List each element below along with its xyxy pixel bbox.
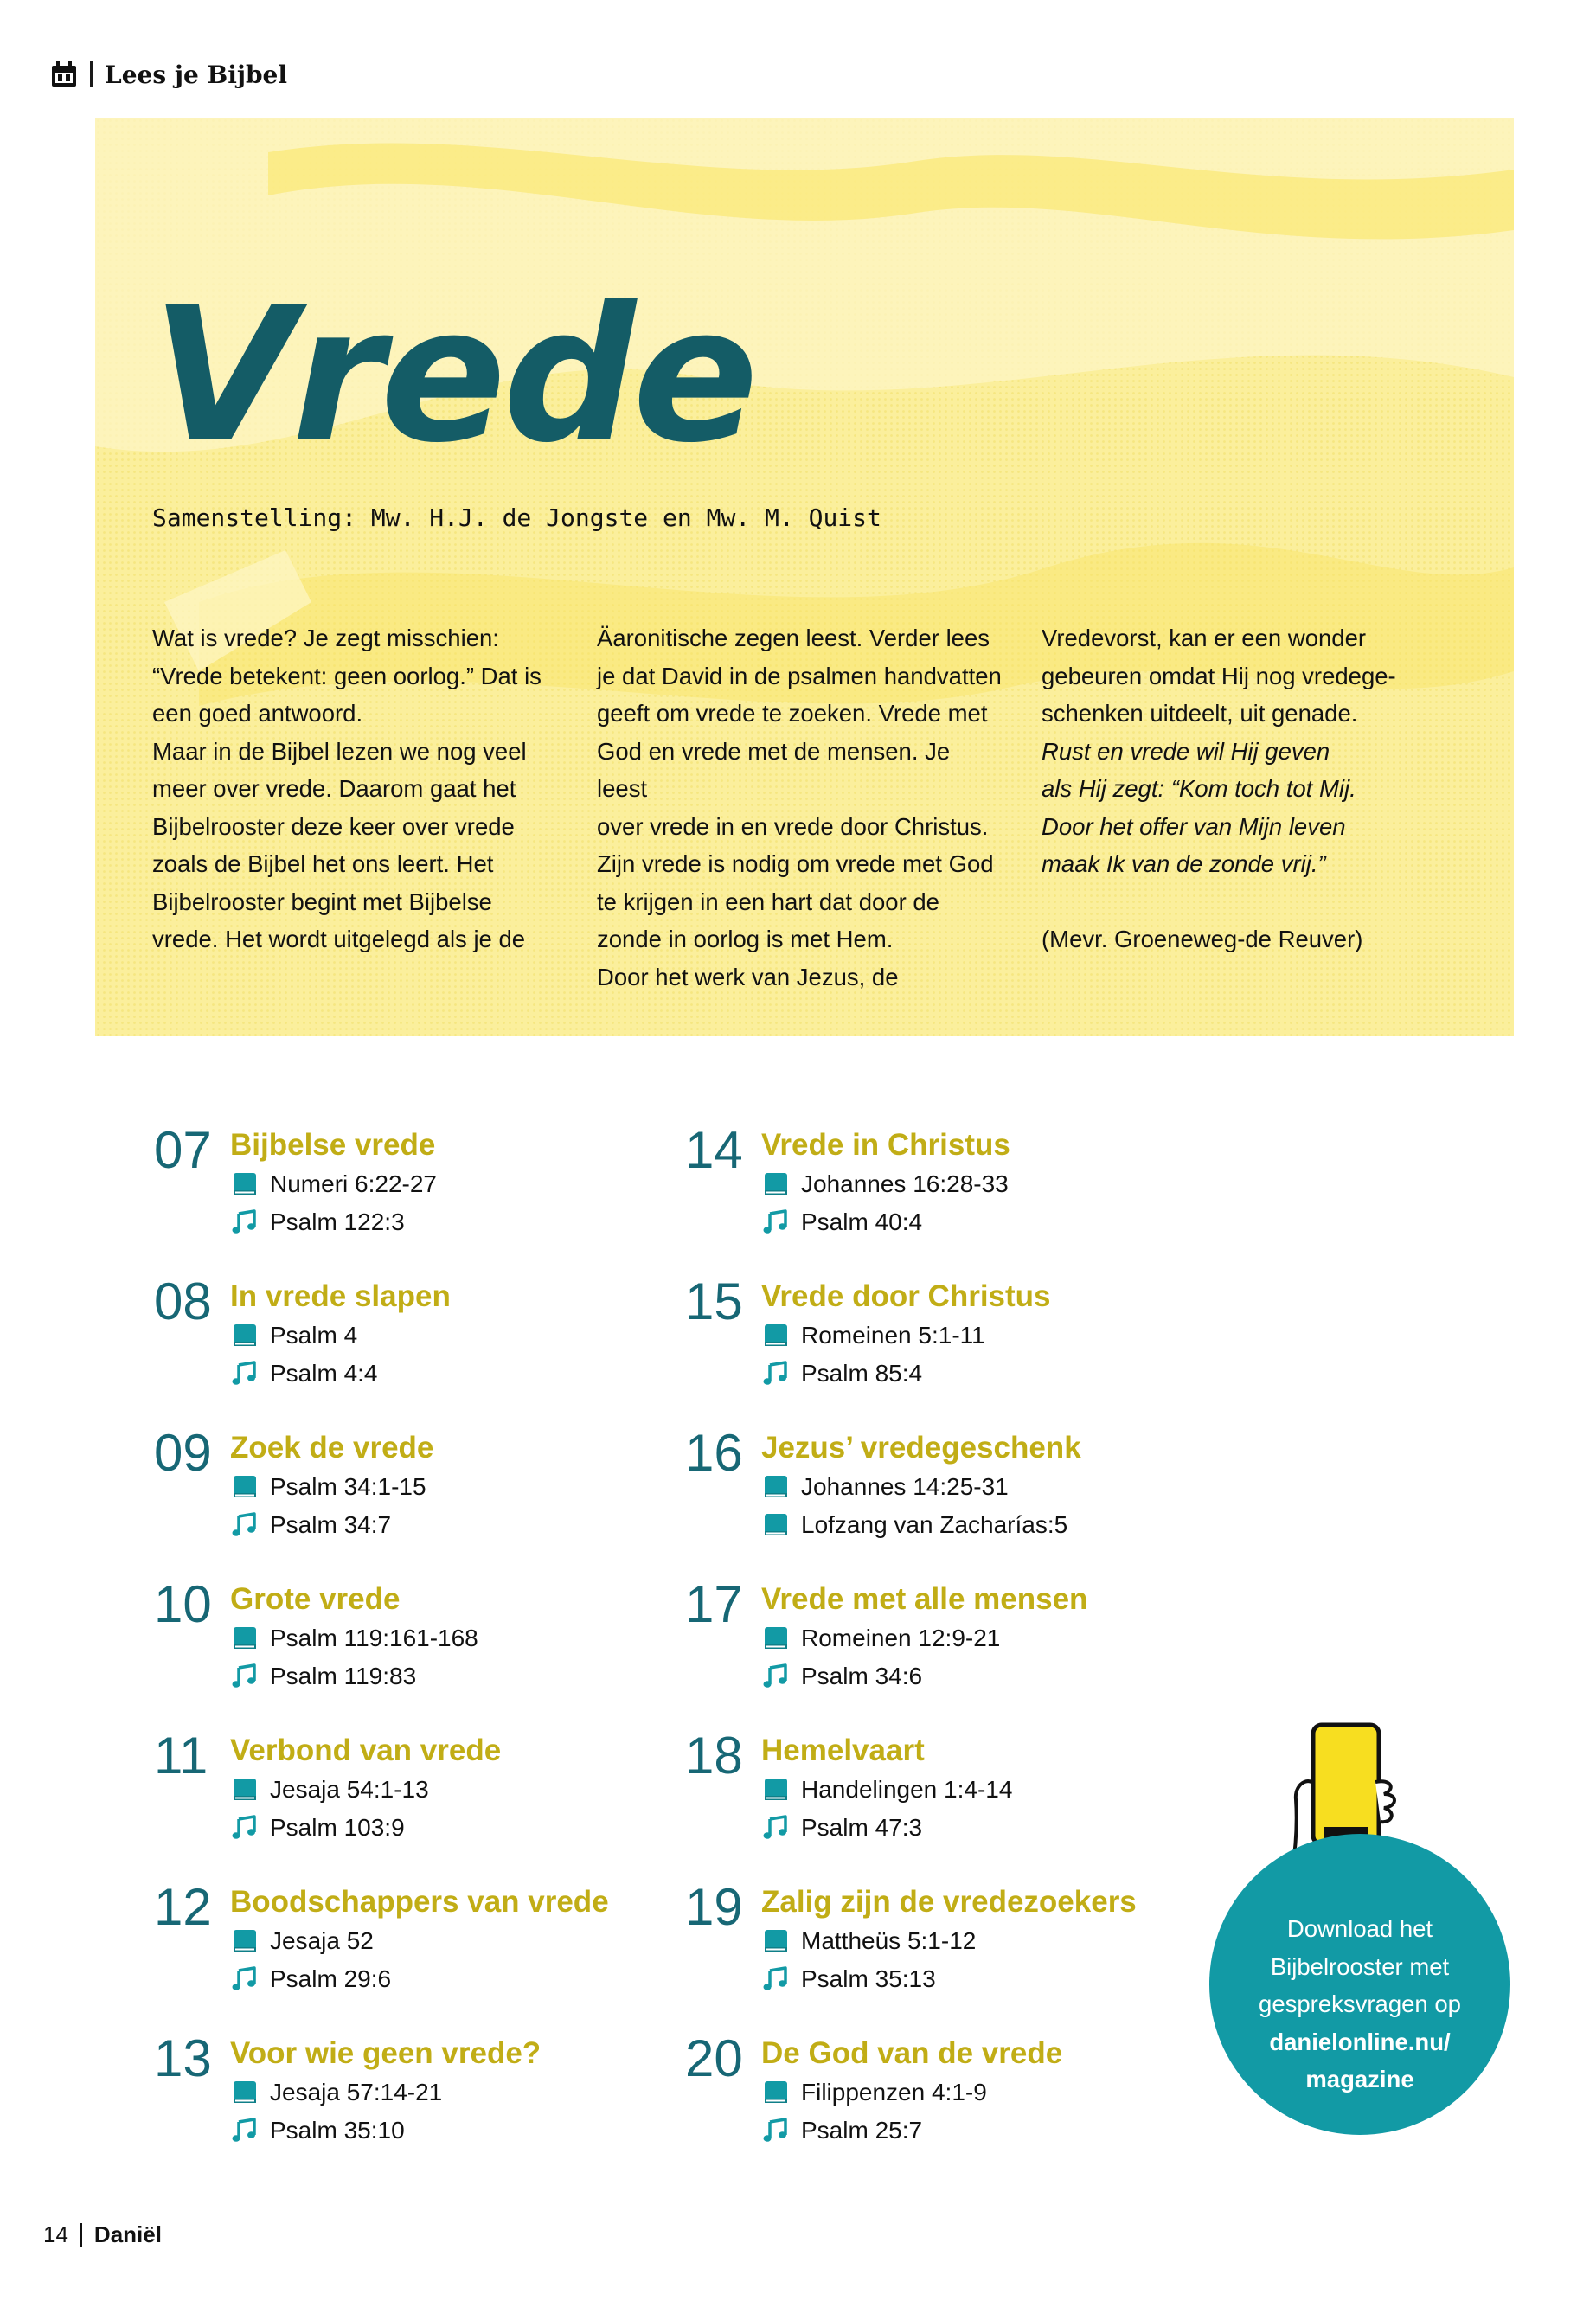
intro-line: Bijbelrooster deze keer over vrede — [152, 812, 515, 840]
day-title: Boodschappers van vrede — [230, 1885, 609, 1919]
schedule-entry — [685, 1424, 1170, 1566]
song-row — [763, 1963, 936, 1996]
intro-line: Wat is vrede? Je zegt misschien: — [152, 625, 499, 651]
book-icon — [232, 1777, 258, 1803]
song-reference: Psalm 35:10 — [270, 2117, 405, 2144]
song-row — [232, 1206, 405, 1239]
schedule-entry — [154, 1727, 638, 1868]
promo-link[interactable]: magazine — [1305, 2066, 1414, 2093]
reading-row — [232, 1471, 426, 1503]
song-reference: Lofzang van Zacharías:5 — [801, 1511, 1068, 1538]
song-reference: Psalm 47:3 — [801, 1814, 923, 1841]
music-note-icon — [763, 2118, 789, 2144]
day-number: 10 — [154, 1575, 212, 1633]
header-divider — [90, 61, 93, 87]
schedule-entry — [154, 1878, 638, 2020]
day-title: Zoek de vrede — [230, 1431, 434, 1465]
schedule-entry — [154, 1575, 638, 1717]
reading-row — [232, 1773, 429, 1806]
bible-calendar-icon — [50, 61, 78, 88]
reading-row — [763, 1471, 1009, 1503]
day-title: Vrede met alle mensen — [761, 1582, 1088, 1616]
intro-column-1 — [152, 619, 559, 958]
day-number: 12 — [154, 1878, 212, 1936]
day-title: Grote vrede — [230, 1582, 401, 1616]
book-icon — [232, 1323, 258, 1349]
song-reference: Psalm 119:83 — [270, 1663, 417, 1689]
schedule-entry — [685, 2029, 1170, 2171]
bible-reading: Handelingen 1:4-14 — [801, 1776, 1013, 1803]
day-title: Verbond van vrede — [230, 1734, 502, 1767]
bible-reading: Psalm 4 — [270, 1322, 358, 1349]
song-reference: Psalm 34:7 — [270, 1511, 392, 1538]
music-note-icon — [763, 1815, 789, 1841]
day-number: 17 — [685, 1575, 743, 1633]
reading-row — [232, 1622, 478, 1655]
schedule-entry — [154, 1424, 638, 1566]
day-number: 13 — [154, 2029, 212, 2087]
intro-line: God en vrede met de mensen. Je leest — [597, 737, 951, 802]
music-note-icon — [232, 1361, 258, 1387]
book-icon — [763, 1928, 789, 1954]
day-title: Vrede door Christus — [761, 1279, 1051, 1313]
quote-line: Door het offer van Mijn leven — [1042, 812, 1346, 840]
schedule-entry — [685, 1727, 1170, 1868]
day-number: 11 — [154, 1727, 208, 1785]
reading-row — [763, 1773, 1012, 1806]
bible-reading: Romeinen 12:9-21 — [801, 1625, 1001, 1651]
reading-row — [232, 1168, 437, 1201]
quote-attribution: (Mevr. Groeneweg-de Reuver) — [1042, 926, 1363, 952]
music-note-icon — [763, 1663, 789, 1689]
song-row — [763, 2114, 922, 2147]
day-title: Jezus’ vredegeschenk — [761, 1431, 1081, 1465]
promo-line: gespreksvragen op — [1259, 1990, 1461, 2017]
page-number: 14 — [43, 2221, 68, 2247]
day-number: 18 — [685, 1727, 743, 1785]
reading-row — [232, 1319, 357, 1352]
book-icon — [763, 1171, 789, 1197]
intro-line: een goed antwoord. — [152, 700, 363, 727]
intro-line: meer over vrede. Daarom gaat het — [152, 775, 516, 802]
day-title: De God van de vrede — [761, 2036, 1063, 2070]
book-icon — [763, 1474, 789, 1500]
hero-panel — [95, 118, 1514, 1036]
intro-line: Door het werk van Jezus, de — [597, 963, 899, 990]
bible-reading: Psalm 34:1-15 — [270, 1473, 426, 1500]
book-icon — [232, 1474, 258, 1500]
intro-line: Vredevorst, kan er een wonder — [1042, 625, 1367, 651]
day-number: 09 — [154, 1424, 212, 1482]
song-reference: Psalm 35:13 — [801, 1965, 936, 1992]
quote-line: Rust en vrede wil Hij geven — [1042, 737, 1330, 765]
intro-line: geeft om vrede te zoeken. Vrede met — [597, 700, 988, 727]
bible-reading: Romeinen 5:1-11 — [801, 1322, 985, 1349]
book-icon — [763, 1323, 789, 1349]
footer-divider — [80, 2223, 82, 2247]
book-icon — [232, 2080, 258, 2106]
song-row — [763, 1206, 922, 1239]
song-reference: Psalm 40:4 — [801, 1208, 923, 1235]
intro-line: Äaronitische zegen leest. Verder lees — [597, 625, 990, 651]
intro-line: gebeuren omdat Hij nog vredege- — [1042, 662, 1396, 689]
song-row — [763, 1811, 922, 1844]
song-reference: Psalm 103:9 — [270, 1814, 405, 1841]
promo-link[interactable]: danielonline.nu/ — [1269, 2028, 1451, 2055]
book-icon — [232, 1171, 258, 1197]
bible-reading: Jesaja 52 — [270, 1927, 374, 1954]
bible-reading: Numeri 6:22-27 — [270, 1170, 437, 1197]
book-icon — [763, 2080, 789, 2106]
intro-line: zonde in oorlog is met Hem. — [597, 926, 894, 952]
reading-row — [763, 1319, 985, 1352]
schedule-entry — [154, 2029, 638, 2171]
song-row — [763, 1357, 922, 1390]
download-promo[interactable] — [1209, 1834, 1510, 2135]
page-footer — [43, 2221, 162, 2248]
bible-reading: Psalm 119:161-168 — [270, 1625, 478, 1651]
blank-line — [1042, 883, 1448, 921]
intro-line: Zijn vrede is nodig om vrede met God — [597, 850, 994, 877]
reading-row — [763, 1925, 976, 1958]
bible-reading: Mattheüs 5:1-12 — [801, 1927, 977, 1954]
day-title: Vrede in Christus — [761, 1128, 1010, 1162]
book-icon — [232, 1928, 258, 1954]
day-title: Voor wie geen vrede? — [230, 2036, 542, 2070]
book-icon — [763, 1777, 789, 1803]
song-reference: Psalm 85:4 — [801, 1360, 923, 1387]
intro-line: Maar in de Bijbel lezen we nog veel — [152, 737, 527, 765]
schedule-entry — [685, 1575, 1170, 1717]
schedule-entry — [154, 1121, 638, 1263]
song-row — [232, 1660, 416, 1693]
intro-column-3 — [1042, 619, 1448, 958]
day-number: 19 — [685, 1878, 743, 1936]
book-icon — [232, 1625, 258, 1651]
song-row — [763, 1660, 922, 1693]
intro-line: je dat David in de psalmen handvatten — [597, 662, 1002, 689]
day-title: In vrede slapen — [230, 1279, 451, 1313]
promo-line: Download het — [1286, 1915, 1433, 1942]
bible-reading: Johannes 14:25-31 — [801, 1473, 1009, 1500]
schedule-entry — [685, 1272, 1170, 1414]
song-reference: Psalm 25:7 — [801, 2117, 923, 2144]
intro-line: schenken uitdeelt, uit genade. — [1042, 700, 1358, 727]
music-note-icon — [232, 1815, 258, 1841]
day-number: 20 — [685, 2029, 743, 2087]
song-reference: Psalm 4:4 — [270, 1360, 378, 1387]
bible-reading: Johannes 16:28-33 — [801, 1170, 1009, 1197]
song-row — [232, 1811, 405, 1844]
music-note-icon — [763, 1361, 789, 1387]
song-row — [232, 1357, 378, 1390]
reading-row — [763, 1168, 1009, 1201]
day-number: 15 — [685, 1272, 743, 1330]
bible-reading: Jesaja 54:1-13 — [270, 1776, 429, 1803]
intro-line: vrede. Het wordt uitgelegd als je de — [152, 926, 526, 952]
quote-line: maak Ik van de zonde vrij.” — [1042, 850, 1326, 877]
reading-row — [763, 2076, 987, 2109]
bible-reading: Jesaja 57:14-21 — [270, 2079, 443, 2106]
intro-line: zoals de Bijbel het ons leert. Het — [152, 850, 494, 877]
bible-reading: Filippenzen 4:1-9 — [801, 2079, 987, 2106]
day-number: 08 — [154, 1272, 212, 1330]
section-header — [50, 57, 287, 92]
day-title: Bijbelse vrede — [230, 1128, 436, 1162]
song-reference: Psalm 34:6 — [801, 1663, 923, 1689]
music-note-icon — [232, 1512, 258, 1538]
section-label: Lees je Bijbel — [105, 60, 287, 89]
reading-row — [232, 1925, 374, 1958]
page-title: Vrede — [151, 266, 755, 484]
schedule-entry — [685, 1121, 1170, 1263]
music-note-icon — [232, 1966, 258, 1992]
reading-row — [232, 2076, 442, 2109]
intro-line: over vrede in en vrede door Christus. — [597, 812, 989, 840]
music-note-icon — [763, 1209, 789, 1235]
music-note-icon — [232, 1209, 258, 1235]
music-note-icon — [232, 1663, 258, 1689]
schedule-entry — [685, 1878, 1170, 2020]
music-note-icon — [232, 2118, 258, 2144]
day-number: 07 — [154, 1121, 212, 1179]
song-row — [232, 1509, 391, 1541]
intro-line: Bijbelrooster begint met Bijbelse — [152, 888, 492, 915]
intro-column-2 — [597, 619, 1003, 996]
song-reference: Psalm 29:6 — [270, 1965, 392, 1992]
song-reference: Psalm 122:3 — [270, 1208, 405, 1235]
day-title: Zalig zijn de vredezoekers — [761, 1885, 1137, 1919]
intro-line: “Vrede betekent: geen oorlog.” Dat is — [152, 662, 542, 689]
song-row — [763, 1509, 1067, 1541]
book-icon — [763, 1625, 789, 1651]
schedule-entry — [154, 1272, 638, 1414]
day-number: 16 — [685, 1424, 743, 1482]
reading-row — [763, 1622, 1000, 1655]
book-icon — [763, 1512, 789, 1538]
quote-line: als Hij zegt: “Kom toch tot Mij. — [1042, 775, 1356, 802]
song-row — [232, 2114, 405, 2147]
day-number: 14 — [685, 1121, 743, 1179]
intro-line: te krijgen in een hart dat door de — [597, 888, 939, 915]
day-title: Hemelvaart — [761, 1734, 925, 1767]
promo-line: Bijbelrooster met — [1270, 1952, 1450, 1980]
byline: Samenstelling: Mw. H.J. de Jongste en Mw. M. Quist — [152, 503, 881, 532]
song-row — [232, 1963, 391, 1996]
music-note-icon — [763, 1966, 789, 1992]
publication-name: Daniël — [93, 2221, 162, 2247]
